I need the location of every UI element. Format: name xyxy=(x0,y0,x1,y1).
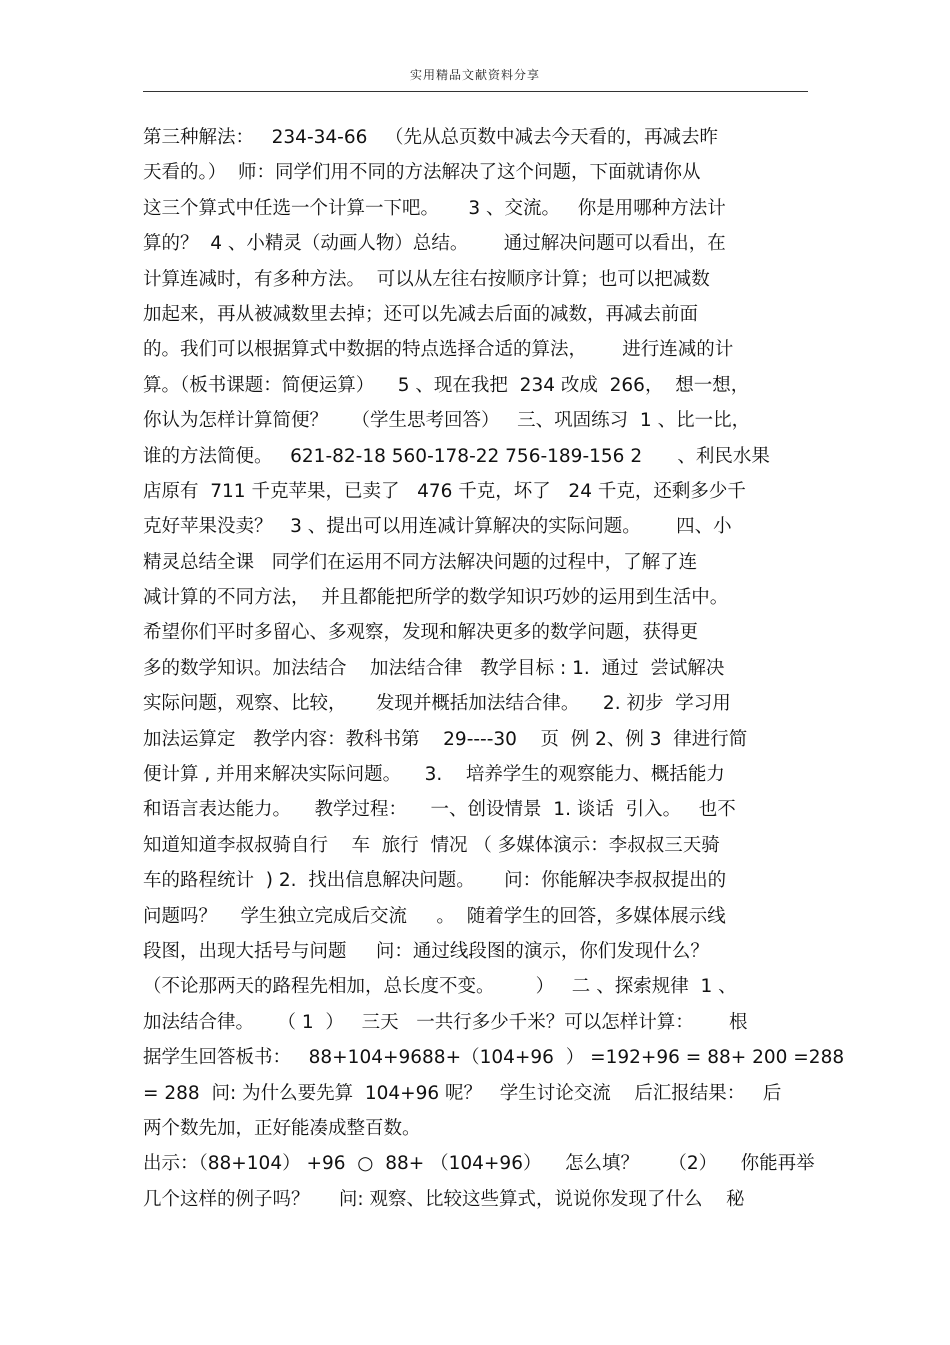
text-line: 加法结合律。 （ 1 ） 三天 一共行多少千米？可以怎样计算： 根 xyxy=(143,1011,748,1033)
text-line: = 288 问: 为什么要先算 104+96 呢？ 学生讨论交流 后汇报结果： 后 xyxy=(143,1082,782,1104)
text-line: 加起来，再从被减数里去掉；还可以先减去后面的减数，再减去前面 xyxy=(143,303,699,325)
text-line: 你认为怎样计算简便？ （学生思考回答） 三、巩固练习 1 、比一比， xyxy=(143,410,751,432)
text-line: 店原有 711 千克苹果，已卖了 476 千克，坏了 24 千克，还剩多少千 xyxy=(143,480,746,502)
text-line: 这三个算式中任选一个计算一下吧。 3 、交流。 你是用哪种方法计 xyxy=(143,197,726,219)
text-line: 出示：（88+104） +96 ○ 88+ （104+96） 怎么填？ （2） 你能再举 xyxy=(143,1153,815,1175)
text-line: 精灵总结全课 同学们在运用不同方法解决问题的过程中，了解了连 xyxy=(143,551,698,573)
text-line: 计算连减时，有多种方法。 可以从左往右按顺序计算；也可以把减数 xyxy=(143,268,710,290)
text-line: 加法运算定 教学内容：教科书第 29----30 页 例 2、例 3 律进行简 xyxy=(143,728,748,750)
text-line: 两个数先加，正好能凑成整百数。 xyxy=(143,1117,421,1139)
text-line: 减计算的不同方法， 并且都能把所学的数学知识巧妙的运用到生活中。 xyxy=(143,587,729,609)
text-line: 知道知道李叔叔骑自行 车 旅行 情况 （ 多媒体演示：李叔叔三天骑 xyxy=(143,834,720,856)
text-line: 实际问题，观察、比较， 发现并概括加法结合律。 2. 初步 学习用 xyxy=(143,693,731,715)
text-line: 几个这样的例子吗？ 问: 观察、比较这些算式，说说你发现了什么 秘 xyxy=(143,1188,745,1210)
text-line: 谁的方法简便。 621-82-18 560-178-22 756-189-156 2 、利民水果 xyxy=(143,445,770,467)
text-line: 第三种解法： 234-34-66 （先从总页数中减去今天看的，再减去昨 xyxy=(143,127,719,148)
text-line: 的。我们可以根据算式中数据的特点选择合适的算法， 进行连减的计 xyxy=(143,339,734,361)
text-line: 车的路程统计 ) 2. 找出信息解决问题。 问：你能解决李叔叔提出的 xyxy=(143,870,727,892)
text-line: 和语言表达能力。 教学过程： 一、创设情景 1. 谈话 引入。 也不 xyxy=(143,799,736,821)
text-line: 算的？ 4 、小精灵（动画人物）总结。 通过解决问题可以看出，在 xyxy=(143,233,726,255)
text-line: 据学生回答板书： 88+104+9688+（104+96 ） =192+96 = 88+ 200 =288 xyxy=(143,1047,845,1069)
header-divider xyxy=(143,91,808,92)
text-line: 希望你们平时多留心、多观察，发现和解决更多的数学问题，获得更 xyxy=(143,622,699,644)
text-line: 段图，出现大括号与问题 问：通过线段图的演示，你们发现什么？ xyxy=(143,940,709,962)
text-line: 便计算 , 并用来解决实际问题。 3. 培养学生的观察能力、概括能力 xyxy=(143,764,725,786)
document-body xyxy=(143,120,845,1217)
text-line: （不论那两天的路程先相加，总长度不变。 ） 二 、探索规律 1 、 xyxy=(143,976,737,998)
text-line: 问题吗？ 学生独立完成后交流 。 随着学生的回答，多媒体展示线 xyxy=(143,905,726,927)
text-line: 克好苹果没卖？ 3 、提出可以用连减计算解决的实际问题。 四、小 xyxy=(143,516,732,538)
text-line: 多的数学知识。加法结合 加法结合律 教学目标 : 1. 通过 尝试解决 xyxy=(143,657,725,679)
text-line: 算。（板书课题：简便运算） 5 、现在我把 234 改成 266， 想一想， xyxy=(143,374,750,396)
page-header: 实用精品文献资料分享 xyxy=(409,68,540,82)
text-line: 天看的。） 师：同学们用不同的方法解决了这个问题，下面就请你从 xyxy=(143,162,701,184)
